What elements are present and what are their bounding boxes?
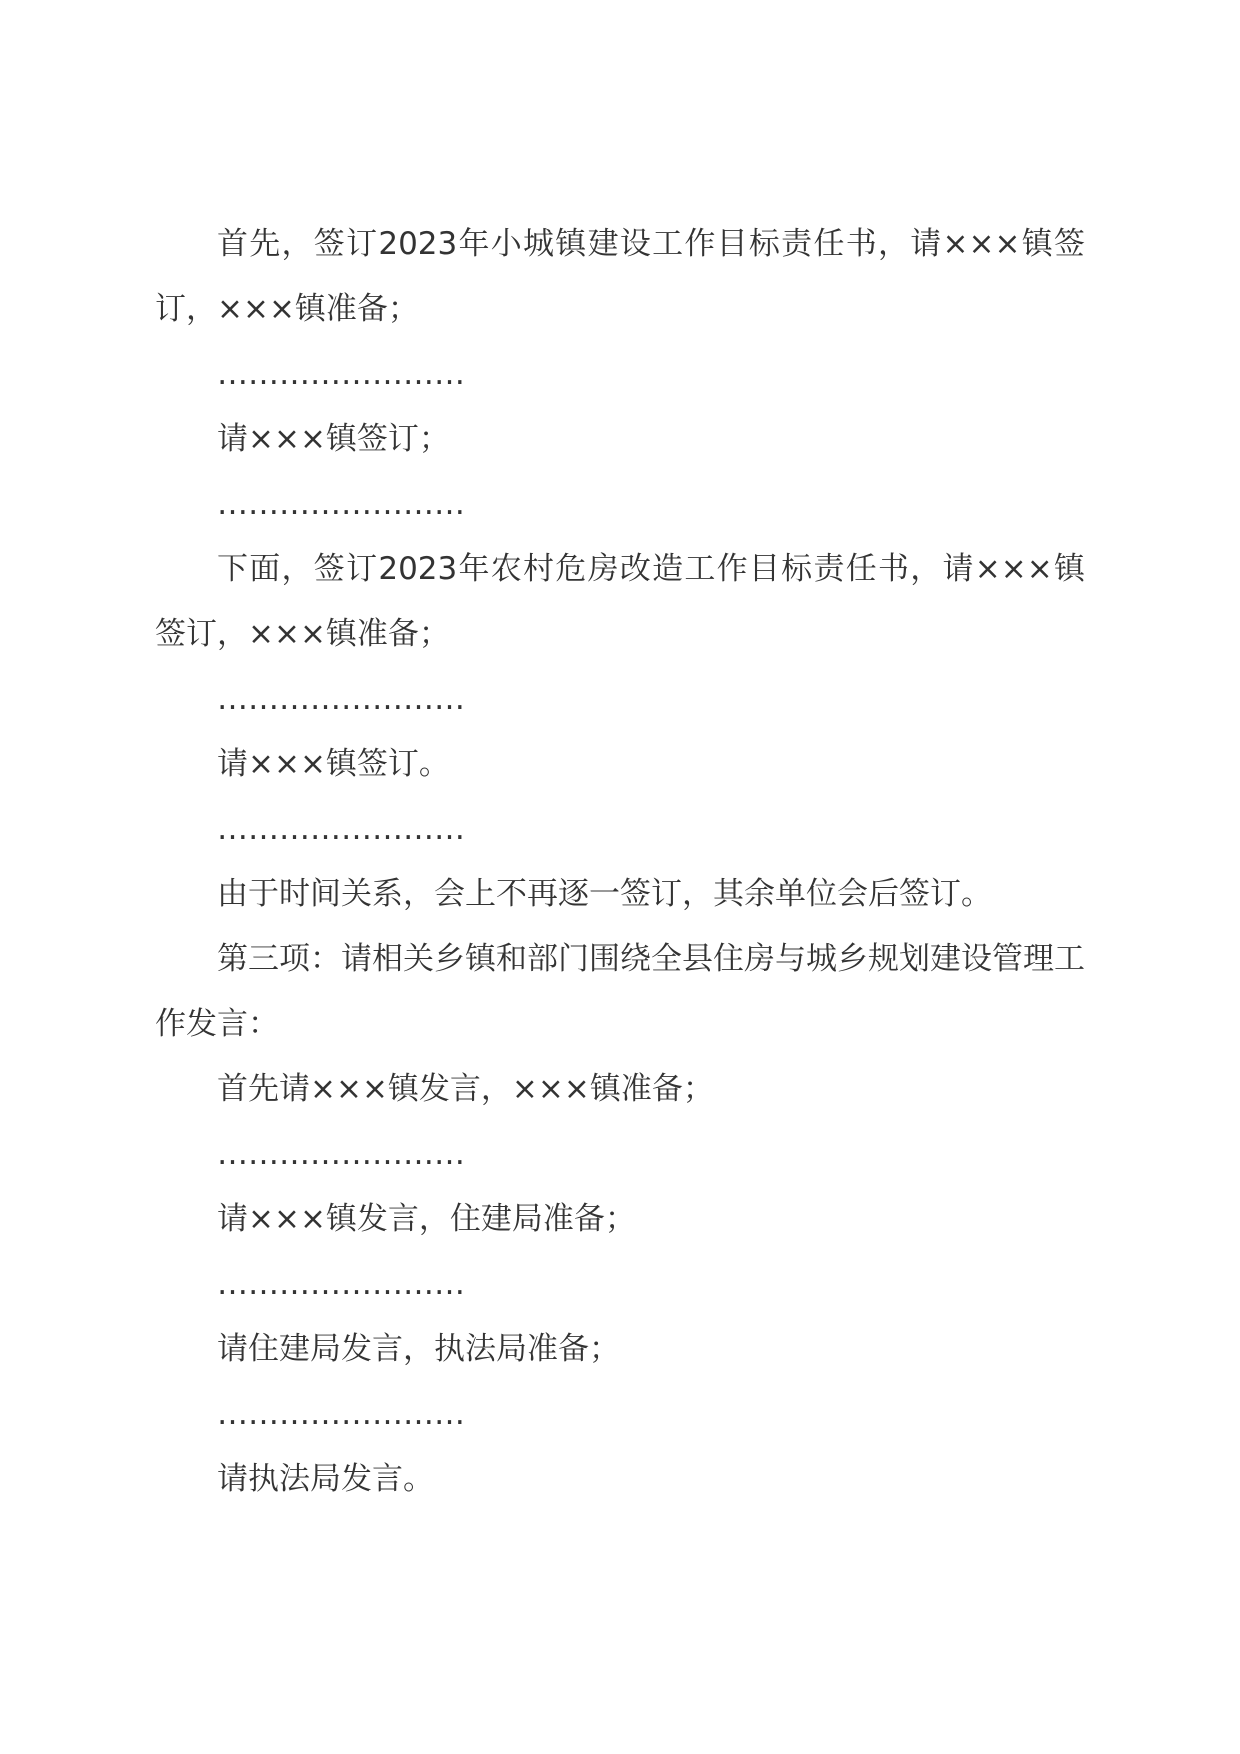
paragraph-sign-small-town: 首先，签订2023年小城镇建设工作目标责任书，请×××镇签订，×××镇准备；: [155, 226, 1085, 327]
ellipsis-line: ……………………: [217, 356, 465, 392]
paragraph-speech-enforcement-bureau: 请执法局发言。: [217, 1461, 434, 1497]
ellipsis-line: ……………………: [217, 811, 465, 847]
paragraph-time-note: 由于时间关系，会上不再逐一签订，其余单位会后签订。: [217, 876, 992, 912]
paragraph-sign-town: 请×××镇签订。: [217, 746, 450, 782]
paragraph-item-three: 第三项：请相关乡镇和部门围绕全县住房与城乡规划建设管理工作发言：: [155, 941, 1085, 1042]
ellipsis-line: ……………………: [217, 1266, 465, 1302]
ellipsis-line: ……………………: [217, 486, 465, 522]
paragraph-speech-housing-bureau: 请住建局发言，执法局准备；: [217, 1331, 620, 1367]
ellipsis-line: ……………………: [217, 1396, 465, 1432]
paragraph-sign-rural-housing: 下面，签订2023年农村危房改造工作目标责任书，请×××镇签订，×××镇准备；: [155, 551, 1085, 652]
ellipsis-line: ……………………: [217, 681, 465, 717]
document-body: [155, 212, 1085, 1512]
paragraph-speech-first: 首先请×××镇发言，×××镇准备；: [217, 1071, 714, 1107]
ellipsis-line: ……………………: [217, 1136, 465, 1172]
paragraph-speech-town: 请×××镇发言，住建局准备；: [217, 1201, 636, 1237]
paragraph-sign-town: 请×××镇签订；: [217, 421, 450, 457]
